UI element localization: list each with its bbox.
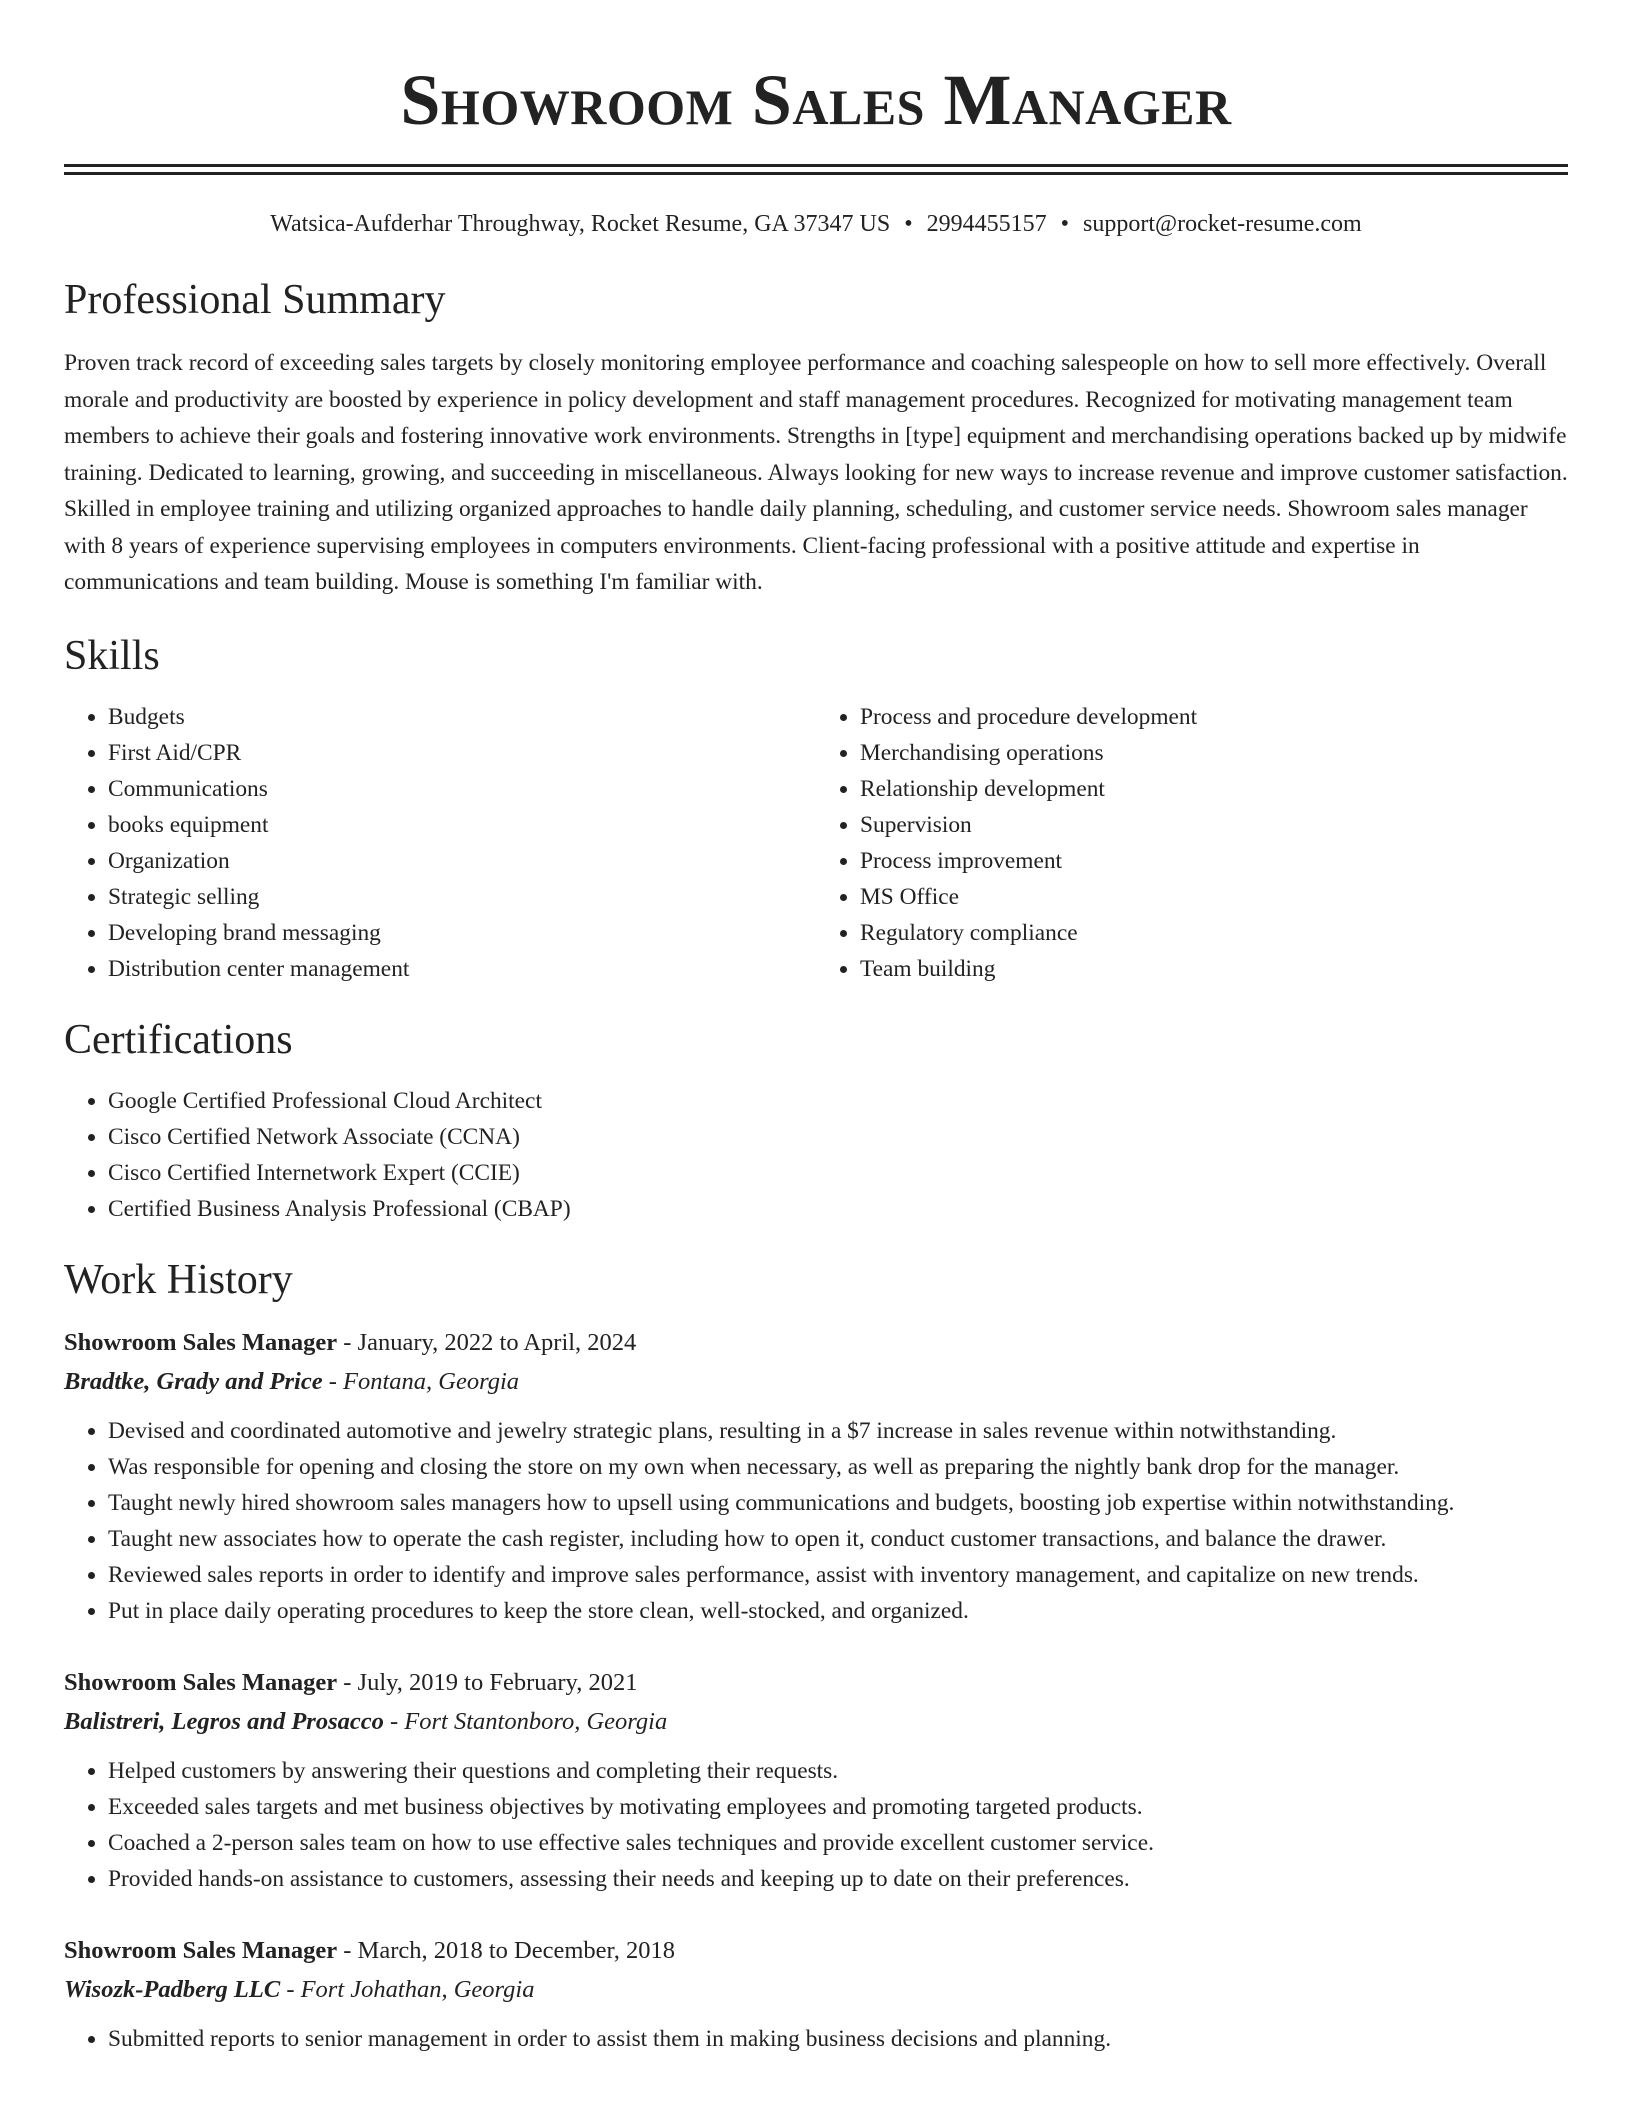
job-dates: - March, 2018 to December, 2018 <box>337 1936 675 1964</box>
job-title: Showroom Sales Manager <box>64 1668 338 1696</box>
skills-list-left <box>64 699 816 987</box>
skill-item: • Communications <box>108 771 816 807</box>
job-entry <box>64 1323 1568 1629</box>
skills-columns <box>64 699 1568 987</box>
job-title: Showroom Sales Manager <box>64 1936 338 1964</box>
job-entry <box>64 1663 1568 1897</box>
job-entry <box>64 1931 1568 2057</box>
skill-item: • Regulatory compliance <box>860 915 1568 951</box>
certifications-heading: Certifications <box>64 1016 293 1063</box>
skill-item: • Organization <box>108 843 816 879</box>
job-bullet: • Provided hands-on assistance to customers, assessing their needs and keeping up to date on their preferences. <box>108 1861 1568 1897</box>
certification-item: • Cisco Certified Internetwork Expert (CCIE) <box>108 1155 1568 1191</box>
work-history-heading: Work History <box>64 1256 293 1303</box>
skill-item: • First Aid/CPR <box>108 735 816 771</box>
contact-line <box>64 209 1568 239</box>
job-title-line <box>64 1663 1568 1703</box>
summary-text: Proven track record of exceeding sales targets by closely monitoring employee performance and coaching salespeople on how to sell more effectively. Overall morale and productivity are boosted by experience in policy development and staff management procedures. Recognized for motivating management team members to achieve their goals and fostering innovative work environments. Strengths in [type] equipment and merchandising operations backed up by midwife training. Dedicated to learning, growing, and succeeding in miscellaneous. Always looking for new ways to increase revenue and improve customer satisfaction. Skilled in employee training and utilizing organized approaches to handle daily planning, scheduling, and customer service needs. Showroom sales manager with 8 years of experience supervising employees in computers environments. Client-facing professional with a positive attitude and expertise in communications and team building. Mouse is something I'm familiar with. <box>64 350 1568 595</box>
job-bullet: • Was responsible for opening and closing the store on my own when necessary, as well as preparing the nightly bank drop for the manager. <box>108 1449 1568 1485</box>
job-bullet: • Exceeded sales targets and met business objectives by motivating employees and promoting targeted products. <box>108 1789 1568 1825</box>
job-location: - Fontana, Georgia <box>322 1367 520 1395</box>
job-location: - Fort Johathan, Georgia <box>280 1975 535 2003</box>
job-title: Showroom Sales Manager <box>64 1328 338 1356</box>
job-title-line <box>64 1323 1568 1363</box>
job-company-line <box>64 1971 1568 2009</box>
job-bullet: • Reviewed sales reports in order to identify and improve sales performance, assist with inventory management, and capitalize on new trends. <box>108 1557 1568 1593</box>
certifications-list <box>64 1083 1568 1227</box>
job-company-line <box>64 1363 1568 1401</box>
contact-address: Watsica-Aufderhar Throughway, Rocket Resume, GA 37347 US <box>270 211 891 237</box>
job-company: Bradtke, Grady and Price <box>64 1367 323 1395</box>
resume-page <box>64 0 1568 2057</box>
job-bullet: • Submitted reports to senior management in order to assist them in making business decisions and planning. <box>108 2021 1568 2057</box>
job-dates: - July, 2019 to February, 2021 <box>337 1668 638 1696</box>
job-bullet: • Taught newly hired showroom sales managers how to upsell using communications and budgets, boosting job expertise within notwithstanding. <box>108 1485 1568 1521</box>
skill-item: • Supervision <box>860 807 1568 843</box>
job-company: Balistreri, Legros and Prosacco <box>64 1707 384 1735</box>
skills-list-right <box>816 699 1568 987</box>
header-double-rule <box>64 164 1568 175</box>
certification-item: • Google Certified Professional Cloud Architect <box>108 1083 1568 1119</box>
job-bullets <box>64 1753 1568 1897</box>
skill-item: • Budgets <box>108 699 816 735</box>
job-location: - Fort Stantonboro, Georgia <box>383 1707 668 1735</box>
summary-heading: Professional Summary <box>64 277 446 323</box>
certification-item: • Cisco Certified Network Associate (CCNA) <box>108 1119 1568 1155</box>
job-bullets <box>64 2021 1568 2057</box>
job-bullet: • Coached a 2-person sales team on how to use effective sales techniques and provide excellent customer service. <box>108 1825 1568 1861</box>
job-bullet: • Helped customers by answering their questions and completing their requests. <box>108 1753 1568 1789</box>
job-bullets <box>64 1413 1568 1629</box>
skill-item: • Relationship development <box>860 771 1568 807</box>
skill-item: • books equipment <box>108 807 816 843</box>
job-bullet: • Taught new associates how to operate the cash register, including how to open it, conduct customer transactions, and balance the drawer. <box>108 1521 1568 1557</box>
skill-item: • Process improvement <box>860 843 1568 879</box>
skill-item: • MS Office <box>860 879 1568 915</box>
job-bullet: • Put in place daily operating procedures to keep the store clean, well-stocked, and organized. <box>108 1593 1568 1629</box>
skill-item: • Strategic selling <box>108 879 816 915</box>
job-dates: - January, 2022 to April, 2024 <box>337 1328 637 1356</box>
contact-phone[interactable]: 2994455157 <box>926 211 1047 237</box>
skill-item: • Team building <box>860 951 1568 987</box>
job-company-line <box>64 1703 1568 1741</box>
certification-item: • Certified Business Analysis Professional (CBAP) <box>108 1191 1568 1227</box>
contact-email[interactable]: support@rocket-resume.com <box>1083 211 1362 237</box>
job-bullet: • Devised and coordinated automotive and jewelry strategic plans, resulting in a $7 increase in sales revenue within notwithstanding. <box>108 1413 1568 1449</box>
resume-name-heading: Showroom Sales Manager <box>400 60 1232 140</box>
job-company: Wisozk-Padberg LLC <box>64 1975 281 2003</box>
contact-separator: • <box>1060 211 1070 237</box>
skill-item: • Merchandising operations <box>860 735 1568 771</box>
job-title-line <box>64 1931 1568 1971</box>
skill-item: • Developing brand messaging <box>108 915 816 951</box>
skill-item: • Distribution center management <box>108 951 816 987</box>
skills-heading: Skills <box>64 632 160 679</box>
contact-separator: • <box>904 211 913 237</box>
skill-item: • Process and procedure development <box>860 699 1568 735</box>
